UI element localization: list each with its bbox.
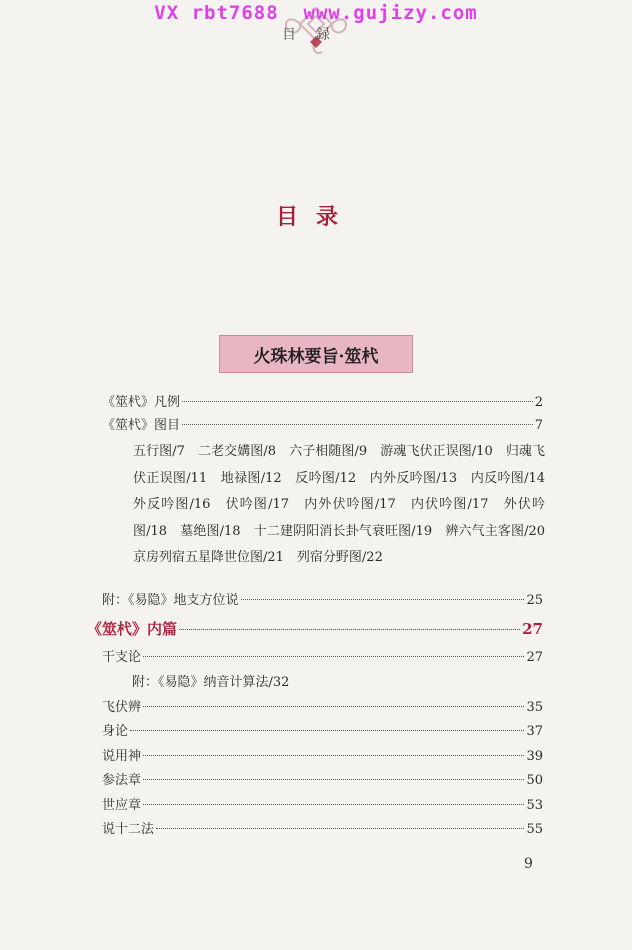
toc-entry-page: 37 xyxy=(526,724,543,739)
toc-entry-page: 25 xyxy=(526,593,543,608)
toc-entry-title: 说十二法 xyxy=(102,822,155,837)
toc-entry-page: 35 xyxy=(526,700,543,715)
toc-entry-page: 50 xyxy=(526,773,543,788)
leader-dots xyxy=(182,424,533,425)
toc-entry-title: 世应章 xyxy=(102,798,142,813)
toc-entry-title: 《筮杙》凡例 xyxy=(102,395,181,410)
toc-entry-title: 附：《易隐》地支方位说 xyxy=(102,593,239,608)
toc-part-heading[interactable] xyxy=(87,618,543,640)
toc-entry-title: 参法章 xyxy=(102,773,142,788)
toc-entry-title: 《筮杙》图目 xyxy=(102,418,181,433)
toc-entry[interactable] xyxy=(102,647,543,669)
toc-entry[interactable] xyxy=(102,819,543,841)
toc-entry-page: 27 xyxy=(526,650,543,665)
toc-entry-title: 干支论 xyxy=(102,650,142,665)
toc-entry-title: 身论 xyxy=(102,724,129,739)
figure-list: 五行图/7 二老交媾图/8 六子相随图/9 游魂飞伏正误图/10 归魂飞伏正误图/11 地禄图/12 反吟图/12 内外反吟图/13 内反吟图/14 外反吟图/16 伏吟图/17 内外伏吟图/17 内伏吟图/17 外伏吟图/18 墓绝图/18 十二建阴阳消长卦气衰旺图/19 辨六气主客图/20 京房列宿五星降世位图/21 列宿分野图/22 xyxy=(133,444,559,566)
watermark-text: VX rbt7688 www.gujizy.com xyxy=(154,2,478,24)
toc-entry-title: 《筮杙》内篇 xyxy=(87,620,178,638)
toc-entry-page: 39 xyxy=(526,749,543,764)
toc-entry-title: 说用神 xyxy=(102,749,142,764)
toc-entry[interactable] xyxy=(102,392,543,414)
leader-dots xyxy=(241,599,525,600)
page-number: 9 xyxy=(524,856,533,872)
section-banner xyxy=(219,335,413,373)
section-banner-label: 火珠林要旨·筮杙 xyxy=(253,346,379,367)
toc-entry[interactable] xyxy=(102,590,543,612)
toc-entry-page: 2 xyxy=(534,395,543,410)
toc-sub-entry[interactable]: 附：《易隐》纳音计算法/32 xyxy=(132,675,290,690)
leader-dots xyxy=(182,401,533,402)
running-head: 目録 xyxy=(282,27,350,43)
toc-entry-page: 53 xyxy=(526,798,543,813)
leader-dots xyxy=(143,755,524,756)
toc-entry-page: 27 xyxy=(522,620,543,638)
toc-entry[interactable] xyxy=(102,415,543,437)
toc-entry[interactable] xyxy=(102,697,543,719)
toc-entry-page: 55 xyxy=(526,822,543,837)
leader-dots xyxy=(156,828,524,829)
leader-dots xyxy=(130,730,524,731)
toc-entry[interactable] xyxy=(102,770,543,792)
leader-dots xyxy=(143,779,524,780)
leader-dots xyxy=(143,656,524,657)
toc-entry[interactable] xyxy=(102,795,543,817)
toc-entry-title: 飞伏辨 xyxy=(102,700,142,715)
leader-dots xyxy=(143,706,524,707)
toc-entry[interactable] xyxy=(102,746,543,768)
leader-dots xyxy=(143,804,524,805)
toc-entry-page: 7 xyxy=(534,418,543,433)
page-title: 目录 xyxy=(275,204,356,230)
leader-dots xyxy=(179,629,520,630)
toc-entry[interactable] xyxy=(102,721,543,743)
